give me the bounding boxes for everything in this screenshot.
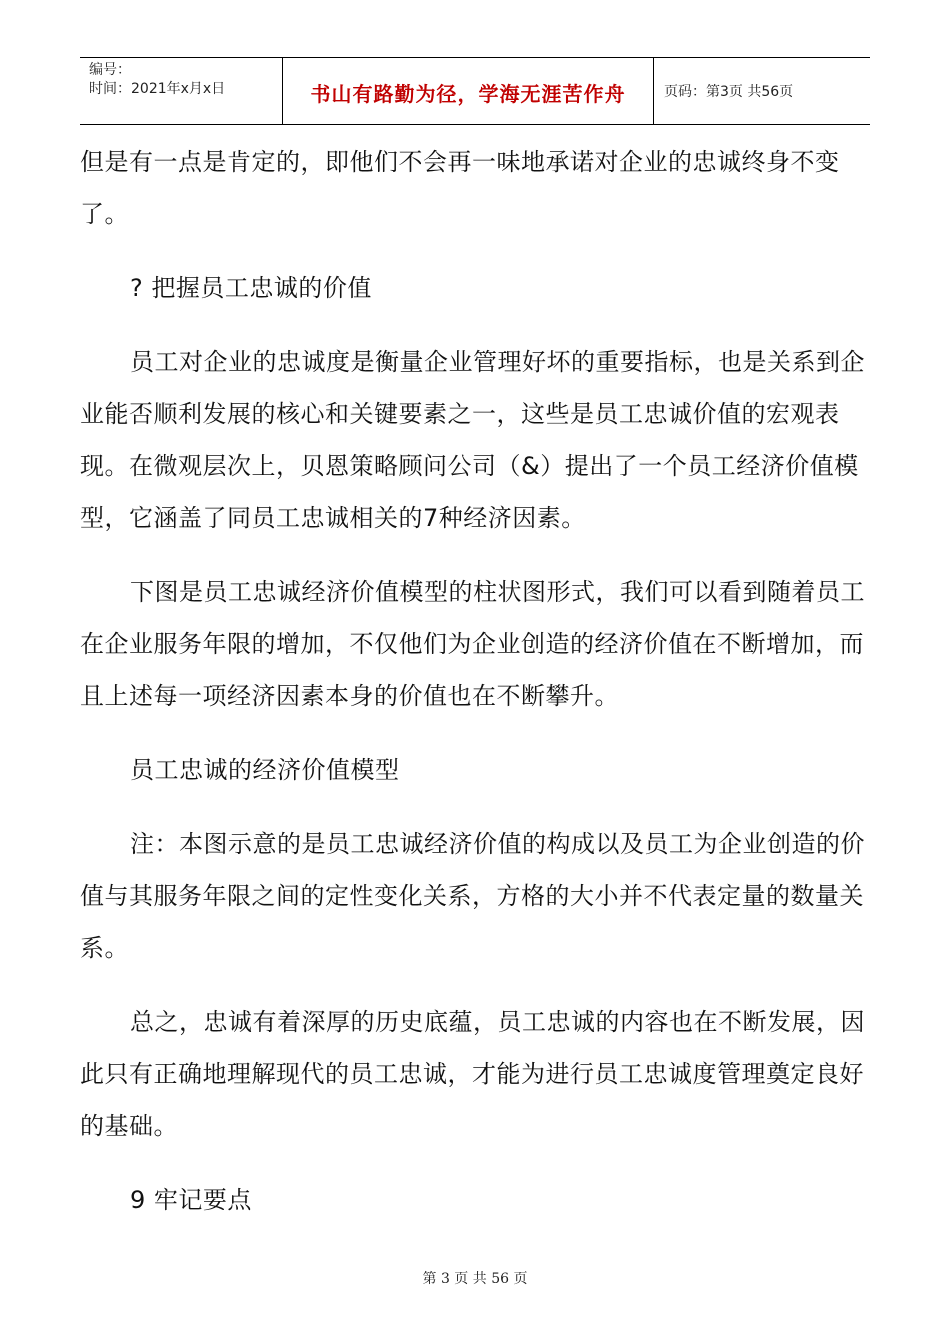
section-heading: 9 牢记要点: [130, 1186, 252, 1214]
header-motto: 书山有路勤为径，学海无涯苦作舟: [282, 58, 654, 124]
document-date-label: 时间：2021年x月x日: [89, 81, 226, 97]
body-paragraph: 下图是员工忠诚经济价值模型的柱状图形式，我们可以看到随着员工在企业服务年限的增加，不仅他们为企业创造的经济价值在不断增加，而且上述每一项经济因素本身的价值也在不断攀升。: [80, 578, 865, 710]
document-body: [80, 136, 870, 1248]
figure-caption: 员工忠诚的经济价值模型: [130, 756, 400, 784]
document-number-label: 编号：: [89, 62, 131, 78]
header-page-info: 页码：第3页 共56页: [664, 84, 794, 100]
body-paragraph: 总之，忠诚有着深厚的历史底蕴，员工忠诚的内容也在不断发展，因此只有正确地理解现代的员工忠诚，才能为进行员工忠诚度管理奠定良好的基础。: [80, 1008, 865, 1140]
body-paragraph: 但是有一点是肯定的，即他们不会再一味地承诺对企业的忠诚终身不变了。: [80, 148, 840, 228]
page-footer: 第 3 页 共 56 页: [422, 1271, 528, 1287]
page-header: [80, 57, 870, 125]
figure-note: 注：本图示意的是员工忠诚经济价值的构成以及员工为企业创造的价值与其服务年限之间的定性变化关系，方格的大小并不代表定量的数量关系。: [80, 830, 865, 962]
body-paragraph: 员工对企业的忠诚度是衡量企业管理好坏的重要指标，也是关系到企业能否顺利发展的核心和关键要素之一，这些是员工忠诚价值的宏观表现。在微观层次上，贝恩策略顾问公司（&）提出了一个员工经济价值模型，它涵盖了同员工忠诚相关的7种经济因素。: [80, 348, 865, 532]
section-heading: ? 把握员工忠诚的价值: [130, 274, 372, 302]
header-meta: [80, 58, 282, 124]
